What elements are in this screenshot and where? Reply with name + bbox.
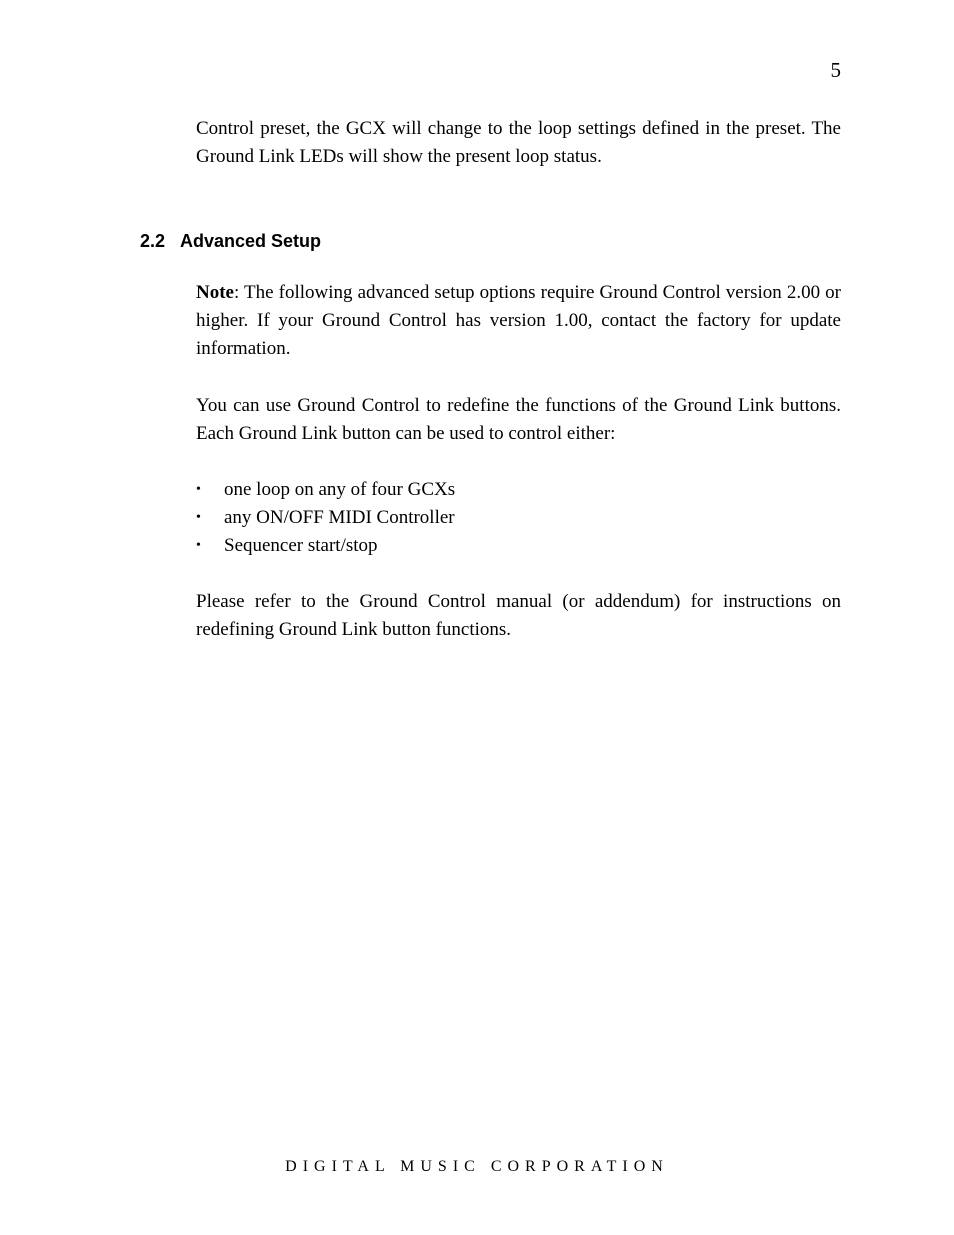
list-item-text: one loop on any of four GCXs: [224, 479, 456, 500]
note-label: Note: [196, 282, 234, 303]
note-text: : The following advanced setup options require Ground Control version 2.00 or higher. If your Ground Control has version 1.00, contact the factory for update information.: [196, 282, 841, 359]
page-number: 5: [830, 58, 841, 82]
reference-paragraph: Please refer to the Ground Control manual (or addendum) for instructions on redefining Ground Link button functions.: [196, 591, 841, 640]
list-item-text: any ON/OFF MIDI Controller: [224, 507, 455, 528]
usage-paragraph: You can use Ground Control to redefine the functions of the Ground Link buttons. Each Ground Link button can be used to control either:: [196, 395, 841, 444]
list-item: [196, 504, 841, 532]
bullet-icon: •: [196, 510, 201, 525]
bullet-icon: •: [196, 482, 201, 497]
list-item: [196, 476, 841, 504]
options-list: [196, 476, 841, 560]
bullet-icon: •: [196, 538, 201, 553]
section-heading: [140, 228, 321, 254]
list-item: [196, 532, 841, 560]
note-paragraph: [196, 279, 841, 363]
list-item-text: Sequencer start/stop: [224, 535, 378, 556]
section-title: Advanced Setup: [180, 231, 322, 251]
intro-paragraph: Control preset, the GCX will change to the loop settings defined in the preset. The Ground Link LEDs will show the present loop status.: [196, 118, 841, 167]
section-number: 2.2: [140, 231, 166, 251]
footer-company-name: DIGITAL MUSIC CORPORATION: [285, 1158, 669, 1175]
